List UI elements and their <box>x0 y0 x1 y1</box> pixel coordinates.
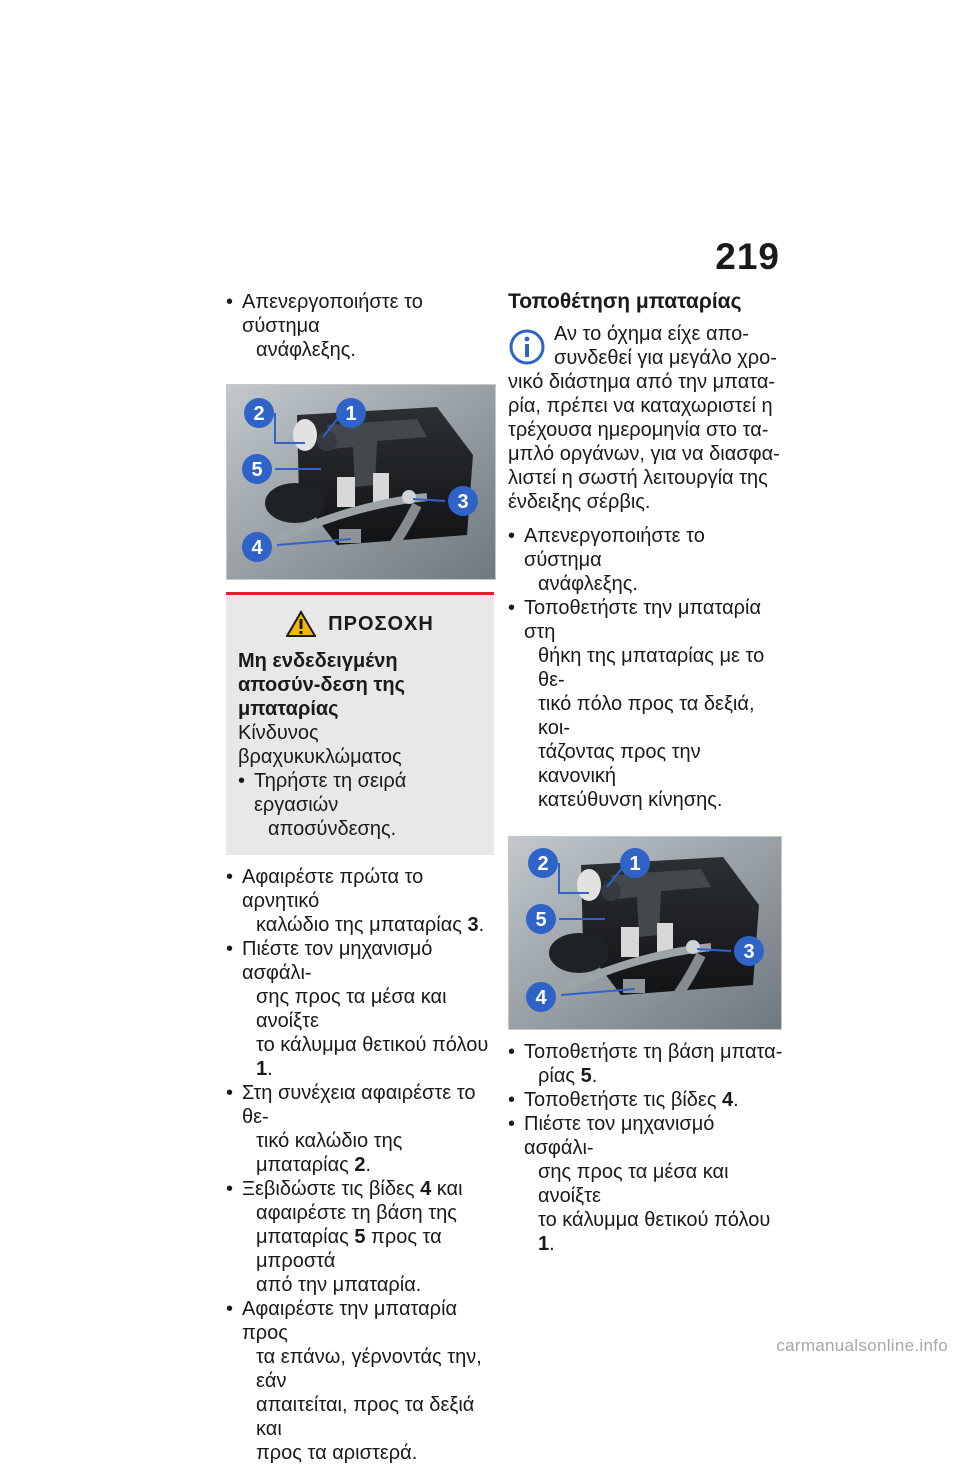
warning-box <box>226 592 494 855</box>
step-remove-positive: • Στη συνέχεια αφαιρέστε το θε- τικό καλώδιο της μπαταρίας 2. <box>226 1081 494 1177</box>
svg-text:3: 3 <box>743 941 755 963</box>
step-ignition-off-2: • Απενεργοποιήστε το σύστημα ανάφλεξης. <box>508 524 784 596</box>
svg-text:1: 1 <box>345 403 357 425</box>
svg-text:5: 5 <box>251 459 263 481</box>
info-note: Αν το όχημα είχε απο- συνδεθεί για μεγάλο χρο- νικό διάστημα από την μπατα- ρία, πρέπει να καταχωριστεί η τρέχουσα ημερομηνία στο τα- μπλό οργάνων, για να διασφα- λιστεί η σωστή λειτουργία της ένδειξης σέρβις. <box>508 323 780 513</box>
step-open-cover-2: • Πιέστε τον μηχανισμό ασφάλι- σης προς τα μέσα και ανοίξτε το κάλυμμα θετικού πόλου 1. <box>508 1112 784 1256</box>
battery-removal-photo <box>226 384 496 580</box>
footer-watermark: carmanualsonline.info <box>776 1336 948 1355</box>
warning-title: ΠΡΟΣΟΧΗ <box>328 613 434 635</box>
battery-compartment-image <box>227 385 495 579</box>
warning-triangle-icon <box>286 610 316 638</box>
svg-text:1: 1 <box>629 853 641 875</box>
step-open-cover: • Πιέστε τον μηχανισμό ασφάλι- σης προς τα μέσα και ανοίξτε το κάλυμμα θετικού πόλου 1. <box>226 937 494 1081</box>
step-insert-battery: • Τοποθετήστε την μπαταρία στη θήκη της μπαταρίας με το θε- τικό πόλο προς τα δεξιά, κοι- τάζοντας προς την κανονική κατεύθυνση κίνησης. <box>508 596 784 812</box>
warning-header <box>238 609 482 639</box>
step-unscrew-bolts: • Ξεβιδώστε τις βίδες 4 και αφαιρέστε τη βάση της μπαταρίας 5 προς τα μπροστά από την μπαταρία. <box>226 1177 494 1297</box>
step-lift-battery: • Αφαιρέστε την μπαταρία προς τα επάνω, γέρνοντάς την, εάν απαιτείται, προς τα δεξιά και προς τα αριστερά. <box>226 1297 494 1465</box>
callout-5 <box>242 454 272 484</box>
section-title: Τοποθέτηση μπαταρίας <box>508 290 742 313</box>
warning-bullet: • Τηρήστε τη σειρά εργασιών αποσύνδεσης. <box>238 769 482 841</box>
warning-text: Κίνδυνος βραχυκυκλώματος <box>238 722 402 768</box>
svg-text:2: 2 <box>253 403 265 425</box>
callout-4 <box>242 532 272 562</box>
svg-text:3: 3 <box>457 491 469 513</box>
svg-text:4: 4 <box>251 537 263 559</box>
step-install-base: • Τοποθετήστε τη βάση μπατα- ρίας 5. <box>508 1040 784 1088</box>
svg-text:4: 4 <box>535 987 547 1009</box>
callout-3-b <box>734 936 764 966</box>
battery-install-photo <box>508 836 782 1030</box>
callout-2 <box>244 398 274 428</box>
battery-compartment-image-2 <box>509 837 781 1029</box>
right-column <box>508 290 784 1256</box>
step-remove-negative: • Αφαιρέστε πρώτα το αρνητικό καλώδιο της μπαταρίας 3. <box>226 865 494 937</box>
warning-subtitle: Μη ενδεδειγμένη αποσύν-δεση της μπαταρίας <box>238 650 405 720</box>
info-icon <box>508 328 546 366</box>
callout-5-b <box>526 904 556 934</box>
callout-3 <box>448 486 478 516</box>
callout-4-b <box>526 982 556 1012</box>
page-number: 219 <box>715 236 780 277</box>
svg-text:2: 2 <box>537 853 549 875</box>
step-install-bolts: • Τοποθετήστε τις βίδες 4. <box>508 1088 784 1112</box>
step-ignition-off: • Απενεργοποιήστε το σύστημα ανάφλεξης. <box>226 290 494 362</box>
svg-text:5: 5 <box>535 909 547 931</box>
callout-1-b <box>620 848 650 878</box>
callout-2-b <box>528 848 558 878</box>
left-column <box>226 290 494 1465</box>
callout-1 <box>336 398 366 428</box>
